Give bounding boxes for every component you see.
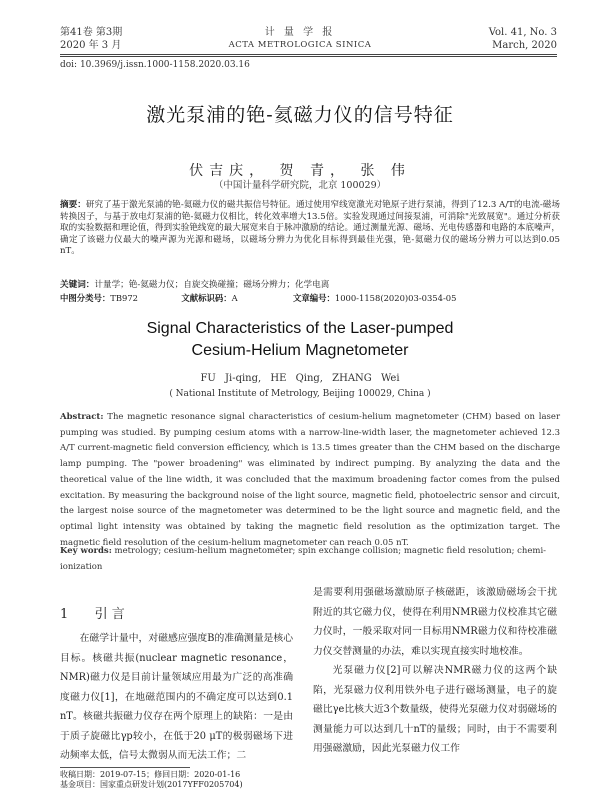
doc-code-value: A bbox=[231, 293, 238, 303]
journal-name-cn: 计 量 学 报 bbox=[264, 27, 336, 38]
section-number: 1 bbox=[60, 607, 69, 622]
doi[interactable]: doi: 10.3969/j.issn.1000-1158.2020.03.16 bbox=[60, 60, 250, 70]
abstract-en-text: The magnetic resonance signal characteristics of cesium-helium magnetometer (CHM) based on laser pumping was studied. By pumping cesium atoms with a narrow-line-width laser, the magnetometer achieved 12.3 A/T current-magnetic field conversion efficiency, which is 13.5 times greater than the CHM based on the discharge lamp pumping. The "power broadening" was eliminated by indirect pumping. By analyzing the data and the theoretical value of the line width, it was concluded that the maximum broadening factor comes from the pulsed excitation. By measuring the background noise of the light source, magnetic field, photoelectric sensor and circuit, the largest noise source of the magnetometer was determined to be the light source and magnetic field, and the optimal light intensity was obtained by taking the magnetic field resolution as the optimization target. The magnetic field resolution of the cesium-helium magnetometer can reach 0.05 nT. bbox=[60, 412, 561, 548]
journal-name-en: ACTA METROLOGICA SINICA bbox=[228, 40, 372, 50]
affiliation-en: ( National Institute of Metrology, Beijing 100029, China ) bbox=[169, 389, 431, 399]
footnote-received: 收稿日期：2019-07-15；修回日期：2020-01-16 bbox=[60, 770, 241, 779]
header-rule bbox=[60, 54, 557, 55]
journal-volume-en: Vol. 41, No. 3 bbox=[488, 27, 557, 38]
keywords-cn-label: 关键词： bbox=[60, 280, 95, 290]
abstract-cn bbox=[60, 200, 560, 258]
keywords-en-label: Key words: bbox=[60, 546, 112, 556]
clc-value: TB972 bbox=[110, 293, 138, 303]
classification-row bbox=[60, 293, 560, 304]
section-title: 引 言 bbox=[94, 607, 125, 622]
journal-date: 2020 年 3 月 bbox=[60, 40, 122, 51]
right-paragraph-1: 是需要利用强磁场激励原子核磁距，该激励磁场会干扰附近的其它磁力仪，使得在利用NMR磁力仪校准其它磁力仪时，一般采取对同一目标用NMR磁力仪和待校准磁力仪交替测量的办法，难以实现直接实时地校准。 bbox=[313, 587, 557, 657]
right-paragraph-2: 光泵磁力仪[2]可以解决NMR磁力仪的这两个缺陷，光泵磁力仪利用铁外电子进行磁场测量，电子的旋磁比γe比核大近3个数量级，使得光泵磁力仪对弱磁场的测量能力可以达到几十nT的量级；同时，由于不需要利用强磁激励，因此光泵磁力仪工作 bbox=[313, 665, 557, 754]
keywords-en bbox=[60, 544, 560, 575]
abstract-en-label: Abstract: bbox=[60, 412, 104, 422]
journal-date-en: March, 2020 bbox=[492, 40, 557, 51]
keywords-cn bbox=[60, 280, 560, 292]
paper-title-en-text: Signal Characteristics of the Laser-pumped Cesium-Helium Magnetometer bbox=[146, 320, 454, 359]
affiliation-cn: （中国计量科学研究院，北京 100029） bbox=[213, 180, 387, 191]
authors-en: FU Ji-qing, HE Qing, ZHANG Wei bbox=[200, 373, 400, 384]
section-heading bbox=[60, 603, 125, 622]
paper-title-en bbox=[0, 318, 600, 362]
footnote-rule bbox=[60, 767, 190, 768]
abstract-cn-label: 摘要： bbox=[60, 200, 86, 210]
footnote-fund: 基金项目：国家重点研发计划(2017YFF0205704) bbox=[60, 780, 243, 789]
body-right-column bbox=[313, 583, 557, 759]
article-number-value: 1000-1158(2020)03-0354-05 bbox=[334, 293, 457, 303]
authors-cn: 伏吉庆， 贺 青， 张 伟 bbox=[189, 163, 411, 179]
article-number-label: 文章编号： bbox=[292, 293, 335, 303]
paper-title-cn: 激光泵浦的铯-氦磁力仪的信号特征 bbox=[146, 104, 454, 126]
keywords-en-text: metrology; cesium-helium magnetometer; spin exchange collision; magnetic field resolution; chemi-ionization bbox=[60, 546, 547, 572]
journal-volume: 第41卷 第3期 bbox=[60, 27, 123, 38]
clc-label: 中图分类号： bbox=[60, 293, 111, 303]
abstract-en bbox=[60, 410, 560, 551]
body-left-column: 在磁学计量中，对磁感应强度B的准确测量是核心目标。核磁共振(nuclear magnetic resonance，NMR)磁力仪是目前计量领域应用最为广泛的高准确度磁力仪[1]，在地磁范围内的不确定度可以达到0.1 nT。核磁共振磁力仪存在两个原理上的缺陷：一是由于质子旋磁比γp较小，在低于20 μT的极弱磁场下进动频率太低，信号太微弱从而无法工作；二 bbox=[60, 633, 293, 761]
keywords-cn-text: 计量学；铯-氦磁力仪；自旋交换碰撞；磁场分辨力；化学电离 bbox=[94, 280, 330, 290]
doc-code-label: 文献标识码： bbox=[181, 293, 232, 303]
header-rule-thin bbox=[60, 56, 557, 57]
abstract-cn-text: 研究了基于激光泵浦的铯-氦磁力仪的磁共振信号特征。通过使用窄线宽激光对铯原子进行泵浦，得到了12.3 A/T的电流-磁场转换因子，与基于放电灯泵浦的铯-氦磁力仪相比，转化效率增大13.5倍。实验发现通过间接泵浦，可消除"光致展宽"。通过分析获取的实验数据和理论值，得到实验铯线宽的最大展宽来自于脉冲激励的结论。通过测量光源、磁场、光电传感器和电路的本底噪声，确定了该磁力仪最大的噪声源为光源和磁场，以磁场分辨力为优化目标得到最佳光强，铯-氦磁力仪的磁场分辨力可以达到0.05 nT。 bbox=[60, 200, 560, 256]
